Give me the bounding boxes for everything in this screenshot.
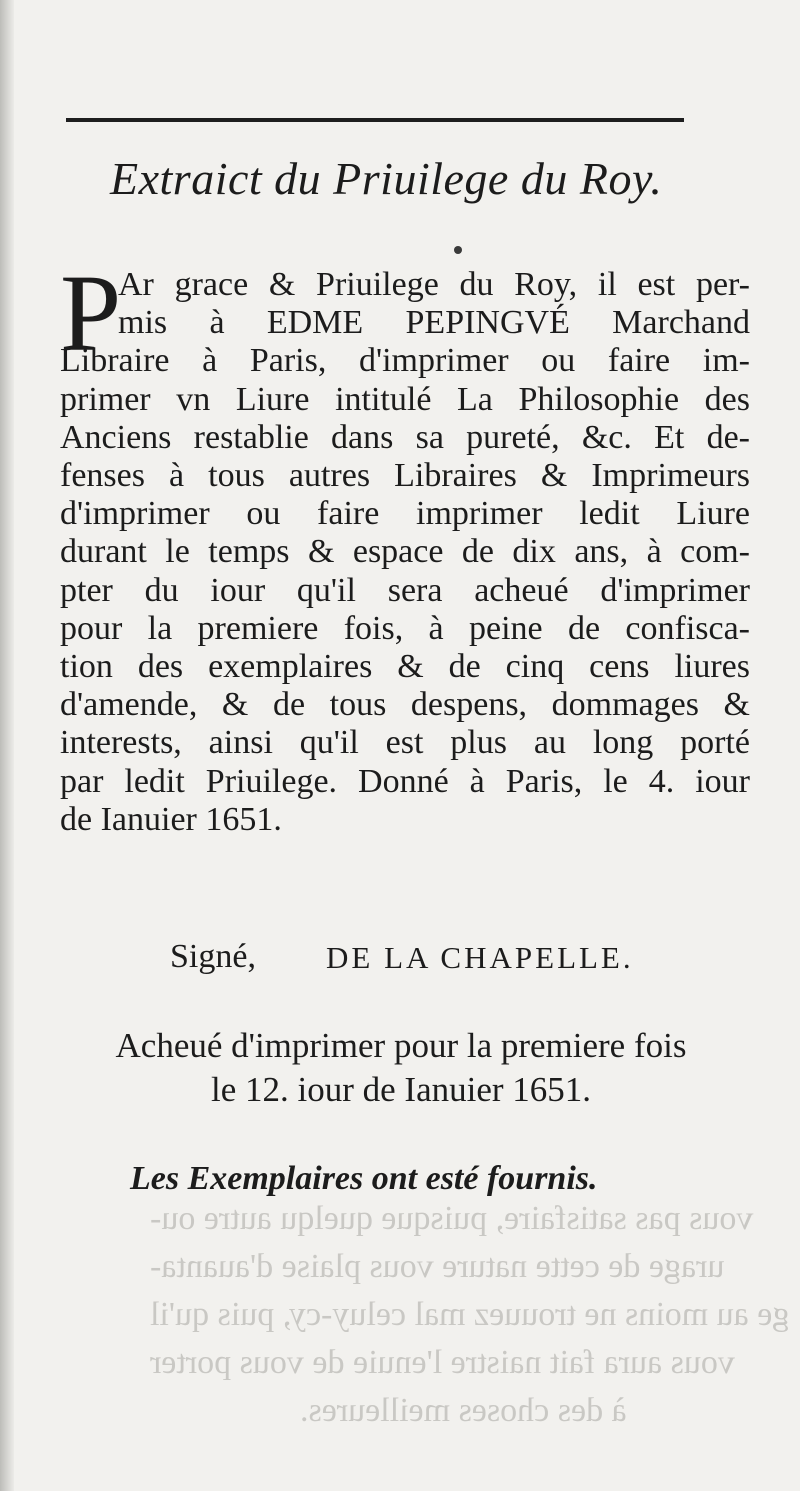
bleed-through-text: ge au moins ne trouuez mal celuy-cy, puis qu'il xyxy=(150,1296,790,1333)
text-line: fenses à tous autres Libraires & Imprimeurs xyxy=(60,457,750,495)
text-line: d'amende, & de tous despens, dommages & xyxy=(60,686,750,724)
text-line: Anciens restablie dans sa pureté, &c. Et de- xyxy=(60,418,750,456)
ornament-dot xyxy=(454,246,462,254)
text-line: mis à EDME PEPINGVÉ Marchand xyxy=(118,304,750,342)
colophon-line: le 12. iour de Ianuier 1651. xyxy=(210,1070,592,1109)
page-title: Extraict du Priuilege du Roy. xyxy=(110,153,663,204)
bleed-through-text: vous pas satisfaire, puisque quelqu autre ou- xyxy=(150,1200,754,1237)
header-rule xyxy=(66,118,684,122)
bleed-through-text: à des choses meilleures. xyxy=(300,1392,627,1429)
text-line: Libraire à Paris, d'imprimer ou faire im- xyxy=(60,342,750,380)
text-line: tion des exemplaires & de cinq cens liures xyxy=(60,648,750,686)
signature-label: Signé, xyxy=(170,938,256,975)
privilege-text xyxy=(60,266,750,839)
text-line: d'imprimer ou faire imprimer ledit Liure xyxy=(60,495,750,533)
text-line: durant le temps & espace de dix ans, à com- xyxy=(60,533,750,571)
copies-furnished-note: Les Exemplaires ont esté fournis. xyxy=(130,1160,598,1197)
text-line: Ar grace & Priuilege du Roy, il est per- xyxy=(118,266,750,303)
text-line: primer vn Liure intitulé La Philosophie des xyxy=(60,380,750,418)
bleed-through-text: vous aura fait naistre l'enuie de vous porter xyxy=(150,1344,735,1381)
bleed-through-text: urage de cette nature vous plaise d'auanta- xyxy=(150,1248,725,1285)
text-line: de Ianuier 1651. xyxy=(60,800,282,838)
text-line: pour la premiere fois, à peine de confisca- xyxy=(60,609,750,647)
signatory-name: DE LA CHAPELLE. xyxy=(326,940,634,975)
colophon-line: Acheué d'imprimer pour la premiere fois xyxy=(115,1026,687,1065)
text-line: pter du iour qu'il sera acheué d'imprimer xyxy=(60,571,750,609)
text-line: par ledit Priuilege. Donné à Paris, le 4. iour xyxy=(60,762,750,800)
page-gutter-shadow xyxy=(0,0,14,1491)
text-line: interests, ainsi qu'il est plus au long porté xyxy=(60,724,750,762)
colophon xyxy=(56,1024,746,1112)
drop-cap: P xyxy=(60,252,122,374)
